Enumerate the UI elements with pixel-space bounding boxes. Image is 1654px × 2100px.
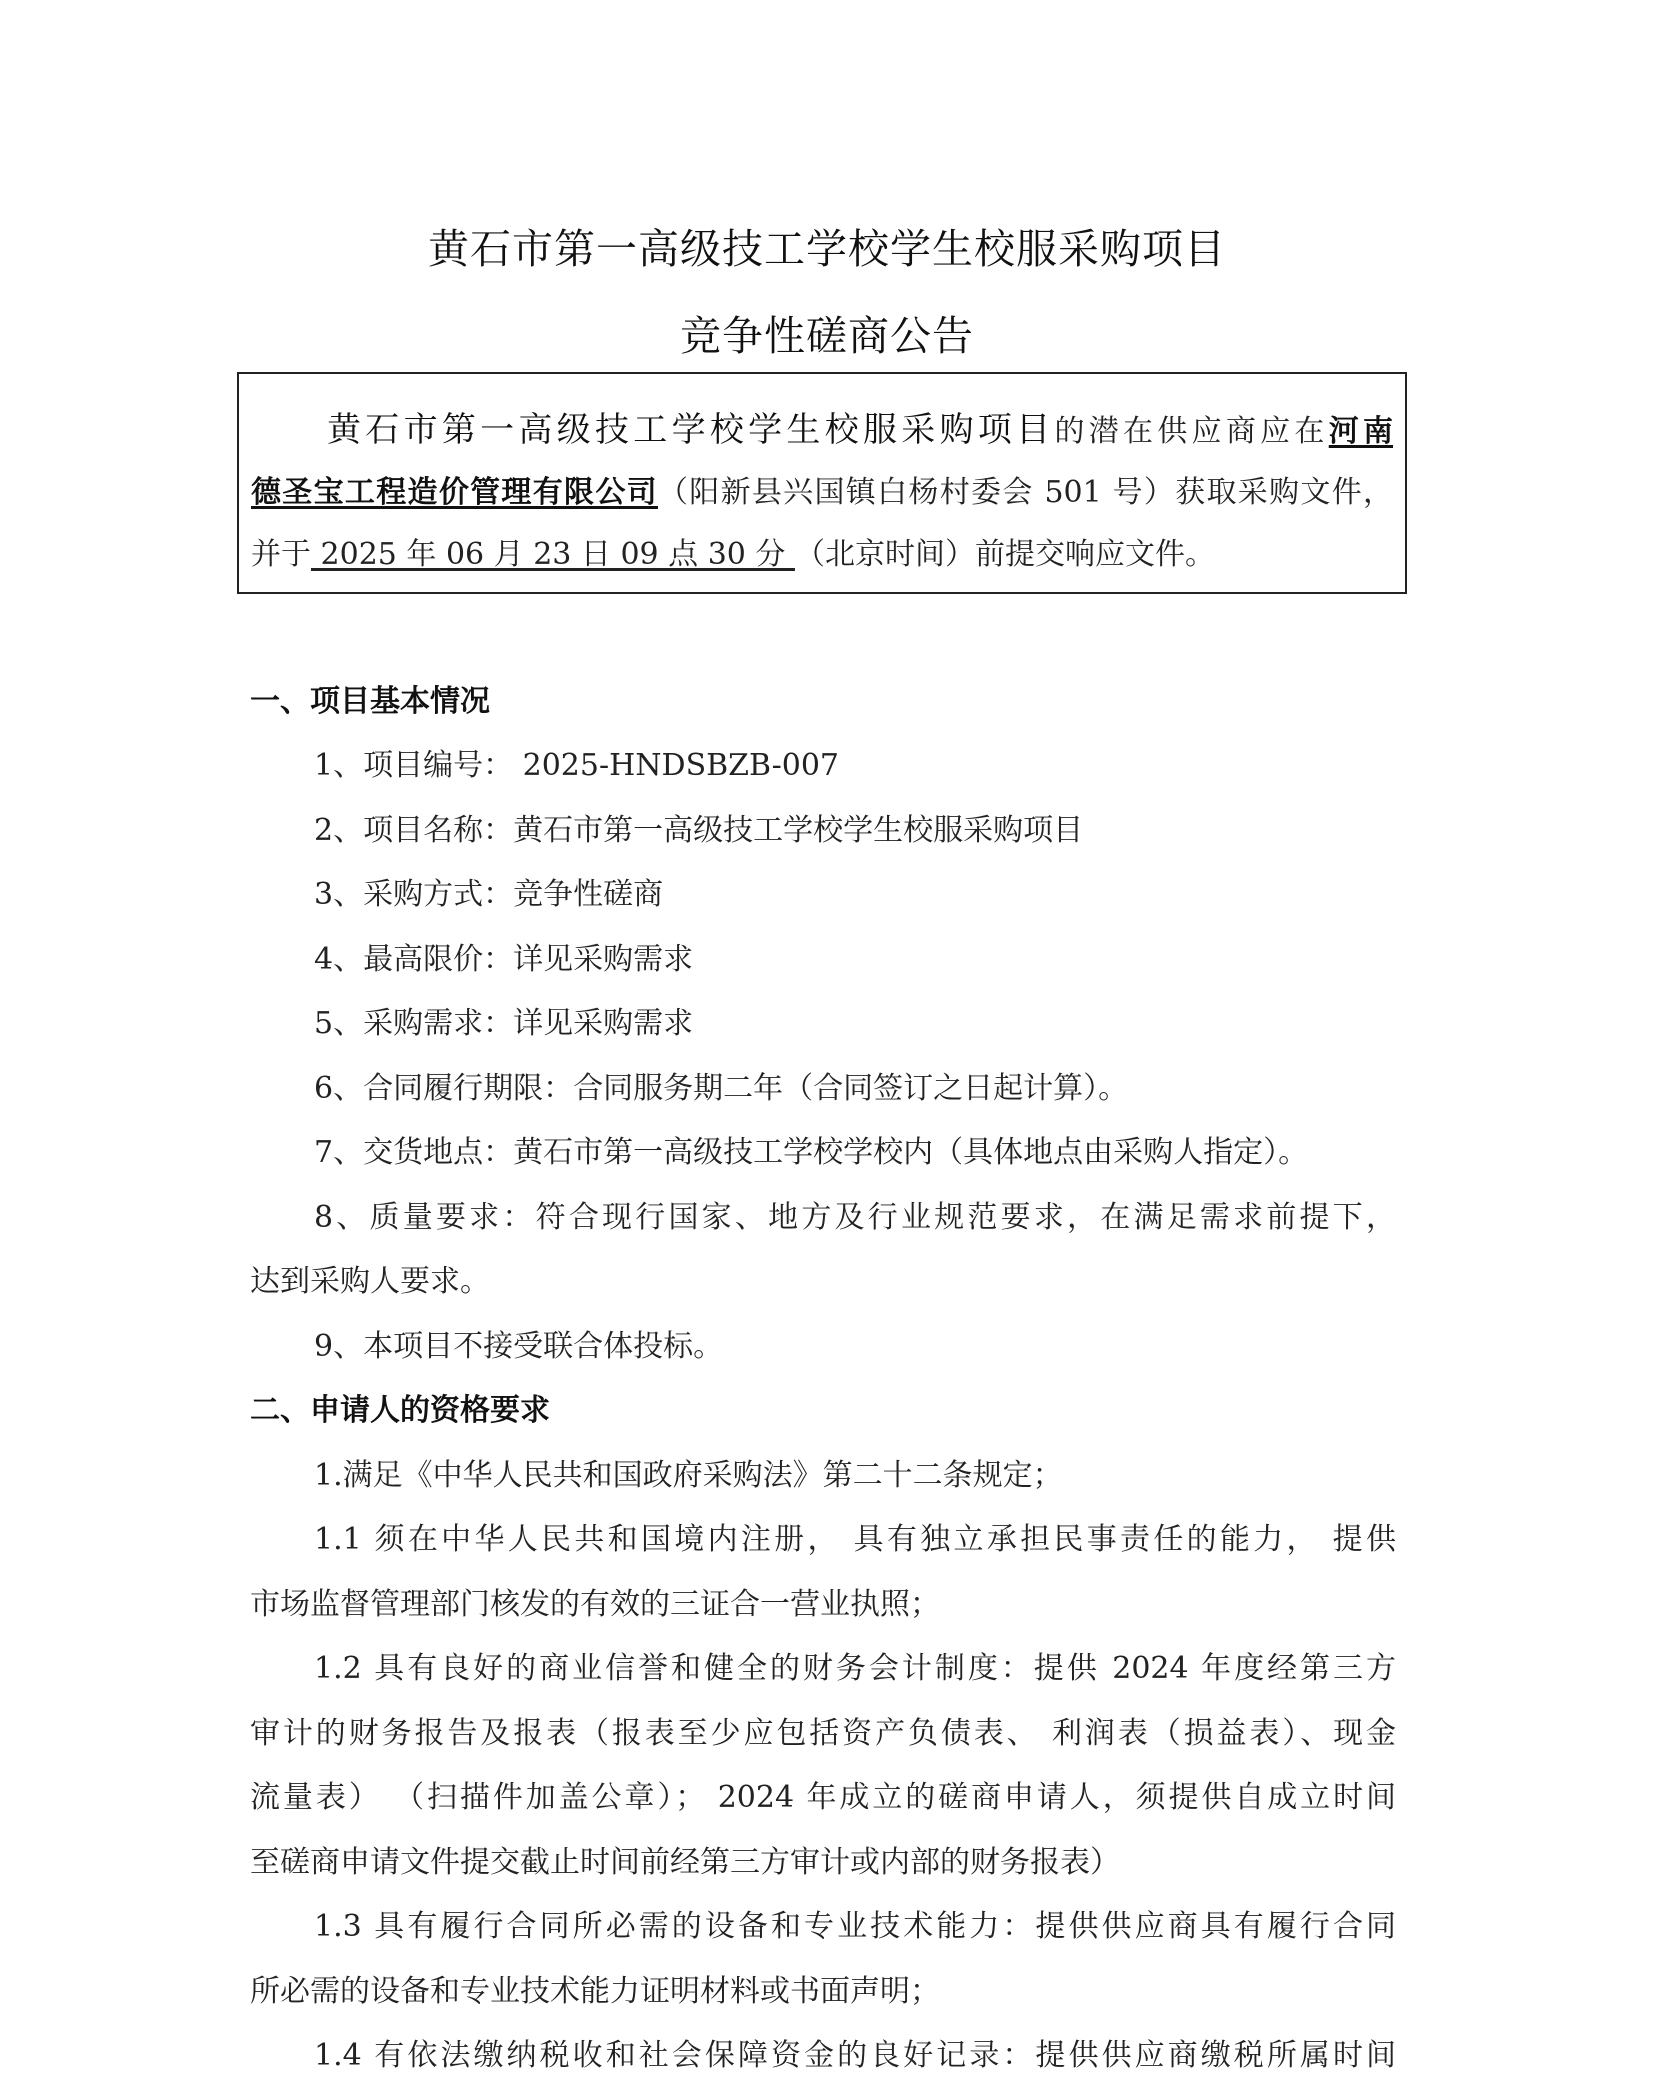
notice-text-d: （北京时间）前提交响应文件。 (794, 537, 1215, 572)
section-heading-qualifications: 二、申请人的资格要求 (250, 1393, 550, 1428)
req-1-1-line-1: 1.1 须在中华人民共和国境内注册， 具有独立承担民事责任的能力， 提供 (314, 1522, 1396, 1557)
document-title: 黄石市第一高级技工学校学生校服采购项目 (428, 225, 1226, 273)
req-1-2-line-4: 至磋商申请文件提交截止时间前经第三方审计或内部的财务报表） (250, 1845, 1120, 1880)
item-procurement-method: 3、采购方式：竞争性磋商 (314, 877, 664, 912)
req-1-2-line-1: 1.2 具有良好的商业信誉和健全的财务会计制度：提供 2024 年度经第三方 (314, 1651, 1396, 1686)
notice-agency-part1: 河南 (1328, 414, 1394, 449)
notice-project-name: 黄石市第一高级技工学校学生校服采购项目 (327, 410, 1055, 450)
notice-text-b: 获取采购文件， (1175, 475, 1394, 510)
req-1: 1.满足《中华人民共和国政府采购法》第二十二条规定； (314, 1458, 1063, 1493)
req-1-2-line-2: 审计的财务报告及报表（报表至少应包括资产负债表、 利润表（损益表）、现金 (250, 1716, 1396, 1751)
item-project-number: 1、项目编号： 2025-HNDSBZB-007 (314, 748, 840, 783)
notice-deadline: 2025 年 06 月 23 日 09 点 30 分 (311, 537, 795, 572)
notice-address: （阳新县兴国镇白杨村委会 501 号） (657, 475, 1176, 510)
notice-line-2 (251, 467, 1393, 511)
notice-text-a: 的潜在供应商应在 (1054, 414, 1329, 449)
item-no-consortium: 9、本项目不接受联合体投标。 (314, 1329, 724, 1364)
item-delivery-place: 7、交货地点：黄石市第一高级技工学校学校内（具体地点由采购人指定）。 (314, 1135, 1309, 1170)
req-1-2-line-3: 流量表） （扫描件加盖公章）； 2024 年成立的磋商申请人，须提供自成立时间 (250, 1780, 1396, 1815)
item-requirements: 5、采购需求：详见采购需求 (314, 1006, 694, 1041)
notice-agency-part2: 德圣宝工程造价管理有限公司 (251, 475, 658, 510)
notice-text-c: 并于 (251, 537, 311, 572)
req-1-3-line-2: 所必需的设备和专业技术能力证明材料或书面声明； (250, 1974, 940, 2009)
item-project-name: 2、项目名称：黄石市第一高级技工学校学生校服采购项目 (314, 813, 1084, 848)
req-1-4-line-1: 1.4 有依法缴纳税收和社会保障资金的良好记录：提供供应商缴税所属时间 (314, 2038, 1396, 2073)
item-quality-line-1: 8、质量要求：符合现行国家、地方及行业规范要求，在满足需求前提下， (314, 1200, 1396, 1235)
req-1-3-line-1: 1.3 具有履行合同所必需的设备和专业技术能力：提供供应商具有履行合同 (314, 1909, 1396, 1944)
notice-line-1 (327, 402, 1393, 451)
item-contract-period: 6、合同履行期限：合同服务期二年（合同签订之日起计算）。 (314, 1071, 1129, 1106)
notice-box (237, 372, 1407, 594)
notice-line-3 (251, 529, 1393, 573)
req-1-1-line-2: 市场监督管理部门核发的有效的三证合一营业执照； (250, 1587, 940, 1622)
section-heading-basic-info: 一、项目基本情况 (250, 684, 490, 719)
item-max-price: 4、最高限价：详见采购需求 (314, 942, 694, 977)
item-quality-line-2: 达到采购人要求。 (250, 1264, 490, 1299)
document-subtitle: 竞争性磋商公告 (680, 312, 974, 360)
